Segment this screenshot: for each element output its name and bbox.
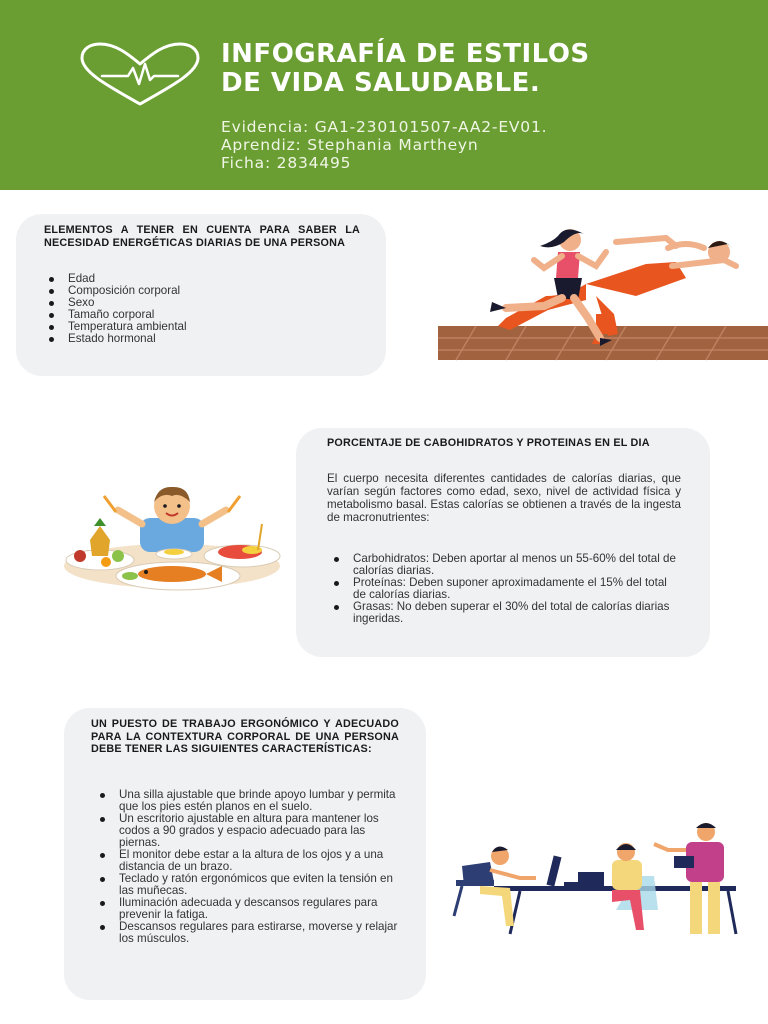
ficha-text: Ficha: 2834495 <box>221 154 352 172</box>
aprendiz-text: Aprendiz: Stephania Martheyn <box>221 136 479 154</box>
macronutrients-paragraph: El cuerpo necesita diferentes cantidades de calorías diarias, que varían según factores como edad, sexo, nivel de actividad física y metabolismo basal. Estas calorías se obtienen a través de la ingesta de macronutrientes: <box>327 472 681 524</box>
list-item: Edad <box>40 273 360 285</box>
heart-pulse-icon <box>78 42 202 108</box>
list-item: Sexo <box>40 297 360 309</box>
title-line-1: INFOGRAFÍA DE ESTILOS <box>221 39 590 69</box>
ergonomic-workstation-card <box>64 708 426 1000</box>
page-title <box>221 40 761 98</box>
list-item: Estado hormonal <box>40 333 360 345</box>
title-line-2: DE VIDA SALUDABLE. <box>221 68 541 98</box>
macronutrients-list <box>325 553 681 625</box>
list-item: Un escritorio ajustable en altura para mantener los codos a 90 grados y espacio adecuado para las piernas. <box>91 813 401 849</box>
list-item: Composición corporal <box>40 285 360 297</box>
evidencia-text: Evidencia: GA1-230101507-AA2-EV01. <box>221 118 548 136</box>
energy-needs-title: ELEMENTOS A TENER EN CUENTA PARA SABER LA NECESIDAD ENERGÉTICAS DIARIAS DE UNA PERSONA <box>44 224 360 249</box>
header-banner <box>0 0 768 190</box>
energy-needs-list <box>40 273 360 345</box>
list-item: Grasas: No deben superar el 30% del total de calorías diarias ingeridas. <box>325 601 681 625</box>
author-info <box>221 118 547 172</box>
list-item: Iluminación adecuada y descansos regulares para prevenir la fatiga. <box>91 897 401 921</box>
macronutrients-title: PORCENTAJE DE CABOHIDRATOS Y PROTEINAS EN EL DIA <box>327 437 650 449</box>
kid-with-food-illustration <box>62 484 284 596</box>
office-workers-illustration <box>440 820 750 940</box>
list-item: Carbohidratos: Deben aportar al menos un 55-60% del total de calorías diarias. <box>325 553 681 577</box>
list-item: Tamaño corporal <box>40 309 360 321</box>
ergonomic-workstation-title: UN PUESTO DE TRABAJO ERGONÓMICO Y ADECUADO PARA LA CONTEXTURA CORPORAL DE UNA PERSONA DEBE TENER LAS SIGUIENTES CARACTERÍSTICAS: <box>91 718 399 756</box>
list-item: Teclado y ratón ergonómicos que eviten la tensión en las muñecas. <box>91 873 401 897</box>
list-item: Descansos regulares para estirarse, moverse y relajar los músculos. <box>91 921 401 945</box>
list-item: Temperatura ambiental <box>40 321 360 333</box>
macronutrients-card <box>296 428 710 657</box>
ergonomic-workstation-list <box>91 789 401 945</box>
energy-needs-card <box>16 214 386 376</box>
list-item: Una silla ajustable que brinde apoyo lumbar y permita que los pies estén planos en el suelo. <box>91 789 401 813</box>
list-item: Proteínas: Deben suponer aproximadamente el 15% del total de calorías diarias. <box>325 577 681 601</box>
runners-illustration <box>436 226 768 362</box>
list-item: El monitor debe estar a la altura de los ojos y a una distancia de un brazo. <box>91 849 401 873</box>
